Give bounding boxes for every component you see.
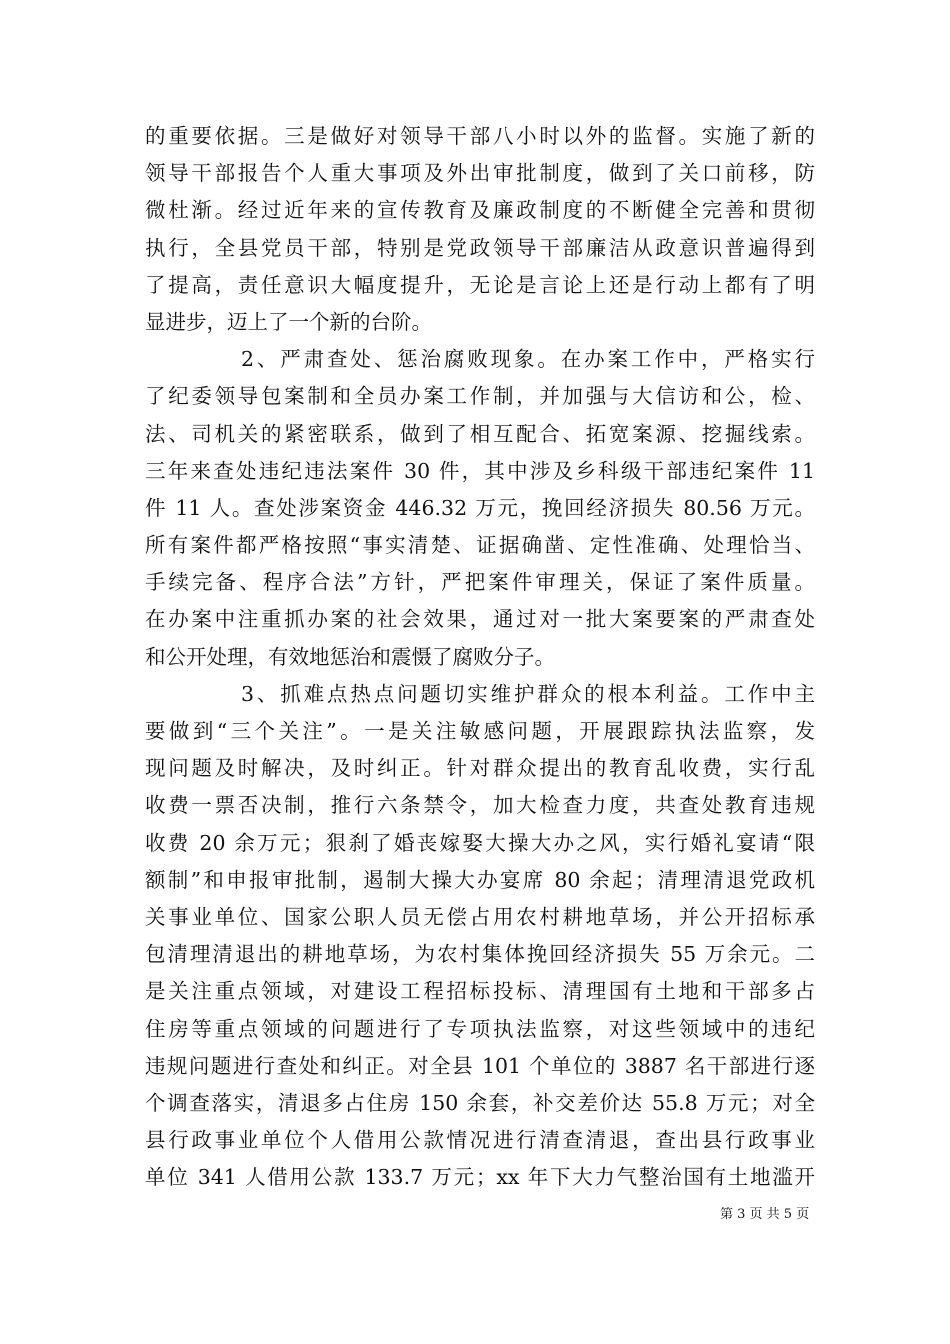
text-line: 所有案件都严格按照“事实清楚、证据确凿、定性准确、处理恰当、 (145, 533, 815, 558)
text-line: 收费 20 余万元；狠刹了婚丧嫁娶大操大办之风，实行婚礼宴请“限 (145, 830, 815, 855)
document-body (145, 118, 815, 1196)
paragraph-2-first-line: 2、严肃查处、惩治腐败现象。在办案工作中，严格实行 (241, 347, 815, 372)
text-line: 领导干部报告个人重大事项及外出审批制度，做到了关口前移，防 (145, 161, 815, 186)
text-line: 是关注重点领域，对建设工程招标投标、清理国有土地和干部多占 (145, 979, 815, 1004)
text-line: 微杜渐。经过近年来的宣传教育及廉政制度的不断健全完善和贯彻 (145, 198, 815, 223)
page-number-footer: 第 3 页 共 5 页 (720, 1207, 810, 1222)
text-line: 违规问题进行查处和纠正。对全县 101 个单位的 3887 名干部进行逐 (145, 1053, 815, 1078)
text-line: 收费一票否决制，推行六条禁令，加大检查力度，共查处教育违规 (145, 793, 815, 818)
text-line: 关事业单位、国家公职人员无偿占用农村耕地草场，并公开招标承 (145, 904, 815, 929)
text-line: 单位 341 人借用公款 133.7 万元；xx 年下大力气整治国有土地滥开 (145, 1165, 815, 1190)
text-line: 现问题及时解决，及时纠正。针对群众提出的教育乱收费，实行乱 (145, 756, 815, 781)
text-line: 要做到“三个关注”。一是关注敏感问题，开展跟踪执法监察，发 (145, 719, 815, 743)
text-line: 三年来查处违纪违法案件 30 件，其中涉及乡科级干部违纪案件 11 (145, 458, 815, 483)
text-line: 个调查落实，清退多占住房 150 余套，补交差价达 55.8 万元；对全 (145, 1090, 815, 1115)
text-line: 和公开处理，有效地惩治和震慑了腐败分子。 (145, 644, 555, 669)
text-line: 执行，全县党员干部，特别是党政领导干部廉洁从政意识普遍得到 (145, 235, 815, 260)
text-line: 显进步，迈上了一个新的台阶。 (145, 309, 432, 334)
text-line: 了纪委领导包案制和全员办案工作制，并加强与大信访和公，检、 (145, 384, 815, 409)
text-line: 的重要依据。三是做好对领导干部八小时以外的监督。实施了新的 (145, 124, 815, 148)
text-line: 件 11 人。查处涉案资金 446.32 万元，挽回经济损失 80.56 万元。 (145, 495, 815, 520)
text-line: 法、司机关的紧密联系，做到了相互配合、拓宽案源、挖掘线索。 (145, 421, 815, 446)
paragraph-3-first-line: 3、抓难点热点问题切实维护群众的根本利益。工作中主 (241, 681, 815, 706)
text-line: 住房等重点领域的问题进行了专项执法监察，对这些领域中的违纪 (145, 1016, 815, 1041)
text-line: 手续完备、程序合法”方针，严把案件审理关，保证了案件质量。 (145, 570, 815, 595)
text-line: 包清理清退出的耕地草场，为农村集体挽回经济损失 55 万余元。二 (145, 942, 815, 967)
text-line: 了提高，责任意识大幅度提升，无论是言论上还是行动上都有了明 (145, 272, 815, 297)
text-line: 县行政事业单位个人借用公款情况进行清查清退，查出县行政事业 (145, 1128, 815, 1153)
text-line: 额制”和申报审批制，遏制大操大办宴席 80 余起；清理清退党政机 (145, 867, 815, 892)
text-line: 在办案中注重抓办案的社会效果，通过对一批大案要案的严肃查处 (145, 607, 815, 632)
